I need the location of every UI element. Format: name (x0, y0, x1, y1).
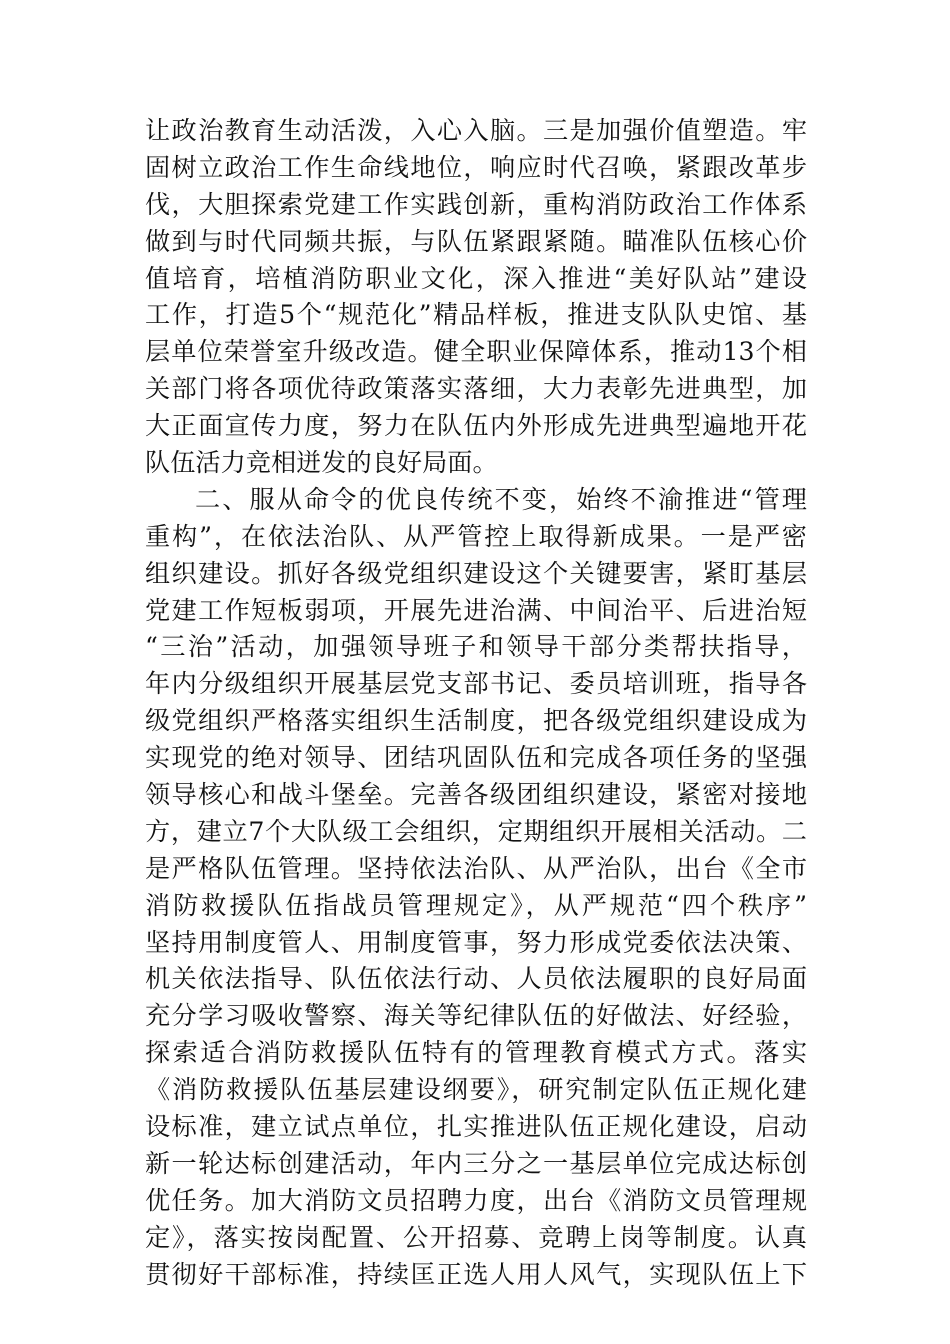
text-line: 做到与时代同频共振，与队伍紧跟紧随。瞄准队伍核心价 (145, 226, 807, 256)
text-line: 坚持用制度管人、用制度管事，努力形成党委依法决策、 (145, 927, 807, 957)
text-line: 固树立政治工作生命线地位，响应时代召唤，紧跟改革步 (145, 152, 807, 182)
text-line: 层单位荣誉室升级改造。健全职业保障体系，推动13个相 (145, 337, 807, 367)
text-line: “三治”活动，加强领导班子和领导干部分类帮扶指导， (145, 632, 807, 662)
text-line: 优任务。加大消防文员招聘力度，出台《消防文员管理规 (145, 1185, 807, 1215)
text-line: 值培育，培植消防职业文化，深入推进“美好队站”建设 (145, 263, 807, 293)
document-page (145, 113, 807, 1294)
text-line: 组织建设。抓好各级党组织建设这个关键要害，紧盯基层 (145, 558, 807, 588)
text-line: 关部门将各项优待政策落实落细，大力表彰先进典型，加 (145, 374, 807, 404)
paragraph-end-line: 队伍活力竞相迸发的良好局面。 (145, 448, 498, 478)
text-line: 大正面宣传力度，努力在队伍内外形成先进典型遍地开花 (145, 411, 807, 441)
text-line: 机关依法指导、队伍依法行动、人员依法履职的良好局面 (145, 964, 807, 994)
text-line: 党建工作短板弱项，开展先进治满、中间治平、后进治短 (145, 595, 807, 625)
text-line: 领导核心和战斗堡垒。完善各级团组织建设，紧密对接地 (145, 780, 807, 810)
text-line: 贯彻好干部标准，持续匡正选人用人风气，实现队伍上下 (145, 1259, 807, 1289)
text-line: 消防救援队伍指战员管理规定》，从严规范“四个秩序” (145, 890, 807, 920)
text-line: 新一轮达标创建活动，年内三分之一基层单位完成达标创 (145, 1148, 807, 1178)
text-line: 是严格队伍管理。坚持依法治队、从严治队，出台《全市 (145, 853, 807, 883)
text-line: 设标准，建立试点单位，扎实推进队伍正规化建设，启动 (145, 1112, 807, 1142)
text-line: 探索适合消防救援队伍特有的管理教育模式方式。落实 (145, 1038, 807, 1068)
text-line: 工作，打造5个“规范化”精品样板，推进支队队史馆、基 (145, 300, 807, 330)
section-heading-line: 二、服从命令的优良传统不变，始终不渝推进“管理 (195, 484, 807, 514)
text-line: 实现党的绝对领导、团结巩固队伍和完成各项任务的坚强 (145, 743, 807, 773)
text-line: 《消防救援队伍基层建设纲要》，研究制定队伍正规化建 (145, 1075, 807, 1105)
text-line: 让政治教育生动活泼，入心入脑。三是加强价值塑造。牢 (145, 116, 807, 145)
text-line: 定》，落实按岗配置、公开招募、竞聘上岗等制度。认真 (145, 1222, 807, 1252)
text-line: 方，建立7个大队级工会组织，定期组织开展相关活动。二 (145, 816, 807, 846)
text-line: 年内分级组织开展基层党支部书记、委员培训班，指导各 (145, 669, 807, 699)
text-line: 伐，大胆探索党建工作实践创新，重构消防政治工作体系 (145, 189, 807, 219)
text-line: 重构”，在依法治队、从严管控上取得新成果。一是严密 (145, 521, 807, 551)
text-line: 级党组织严格落实组织生活制度，把各级党组织建设成为 (145, 706, 807, 736)
text-line: 充分学习吸收警察、海关等纪律队伍的好做法、好经验， (145, 1001, 807, 1031)
